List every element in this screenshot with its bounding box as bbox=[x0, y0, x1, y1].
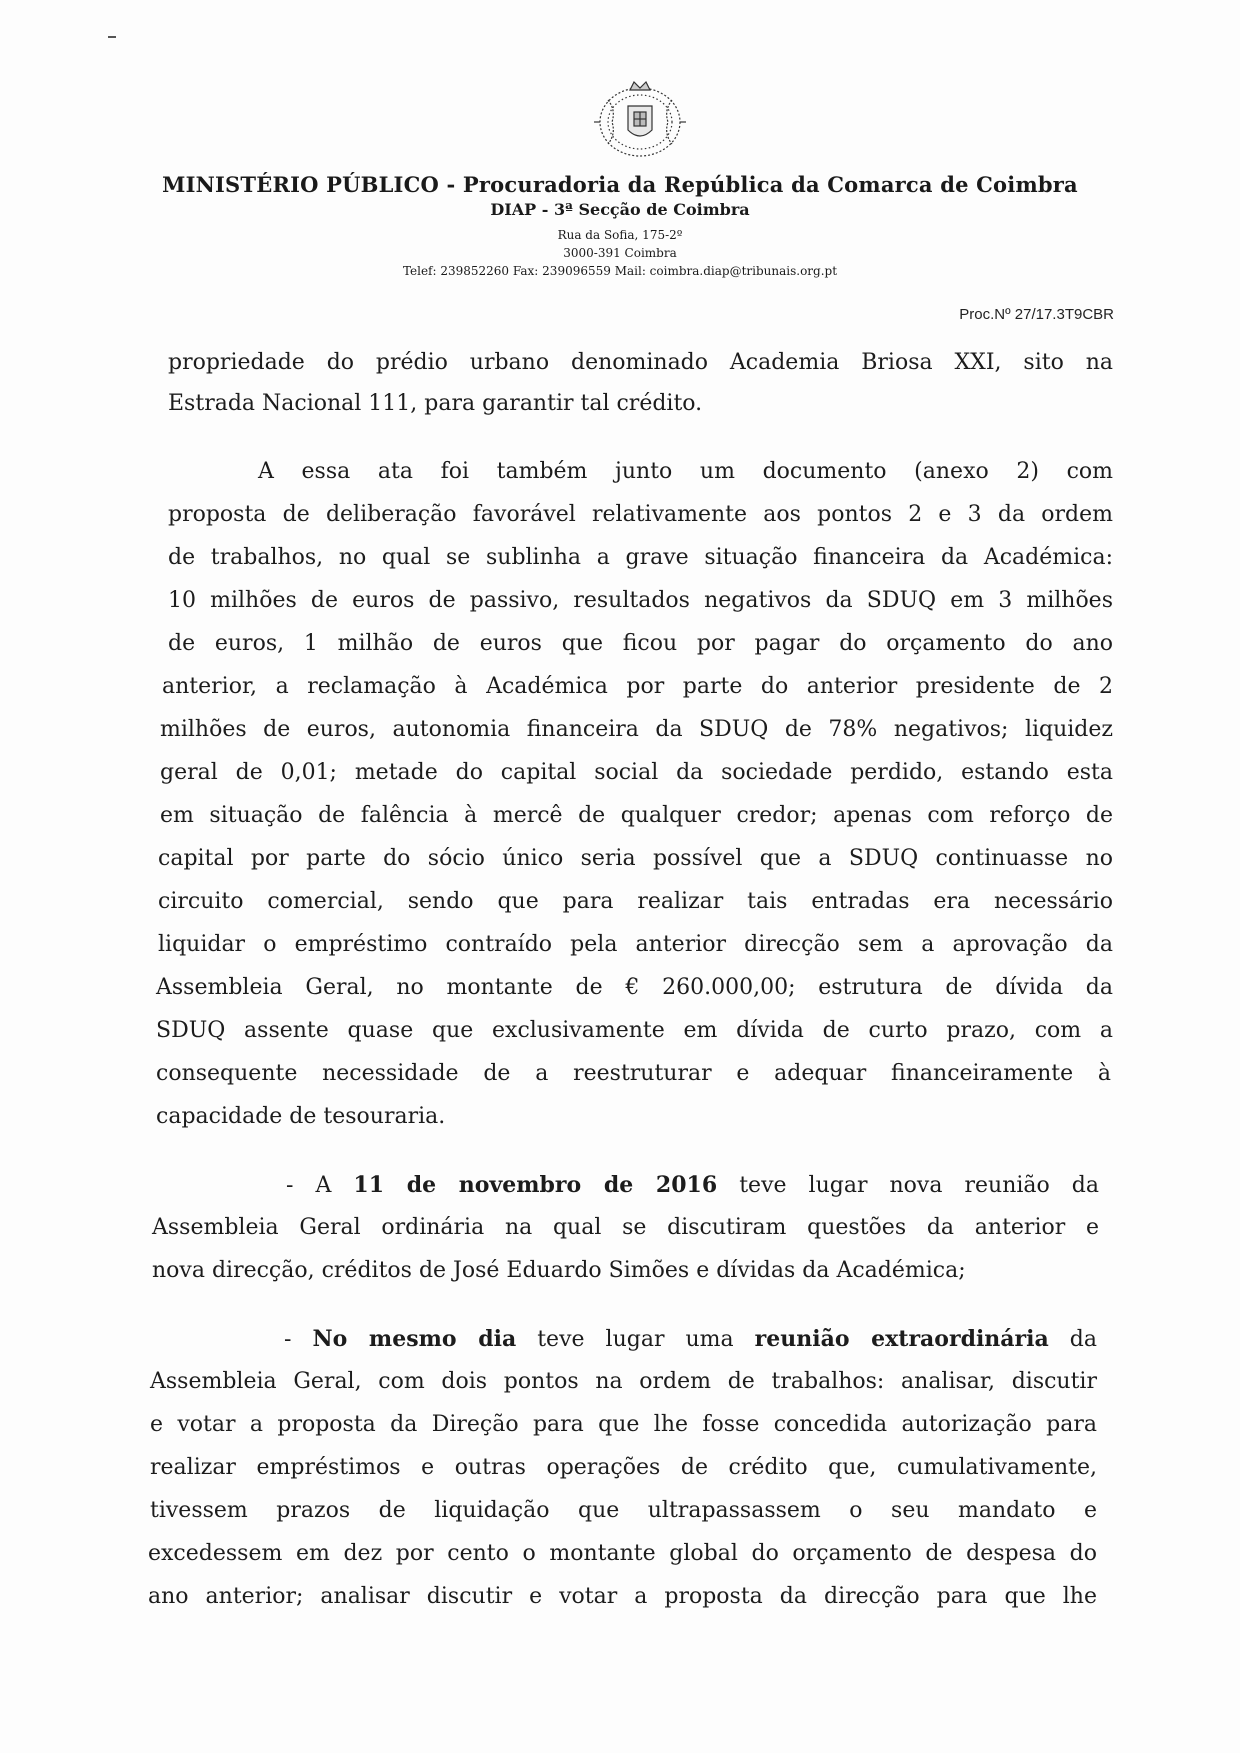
text-line: Estrada Nacional 111, para garantir tal crédito. bbox=[168, 391, 703, 416]
text-span: - A bbox=[286, 1173, 354, 1198]
text-span: teve lugar uma bbox=[516, 1327, 755, 1352]
address-postal: 3000-391 Coimbra bbox=[563, 246, 677, 260]
text-line: proposta de deliberação favorável relativamente aos pontos 2 e 3 da ordem bbox=[168, 502, 1113, 527]
text-line: Assembleia Geral, no montante de € 260.000,00; estrutura de dívida da bbox=[156, 975, 1113, 1000]
scan-mark bbox=[108, 36, 116, 38]
text-line: consequente necessidade de a reestruturar e adequar financeiramente à bbox=[156, 1061, 1111, 1086]
text-line: capacidade de tesouraria. bbox=[156, 1104, 446, 1129]
text-line: Assembleia Geral, com dois pontos na ordem de trabalhos: analisar, discutir bbox=[150, 1369, 1097, 1394]
department-subtitle: DIAP - 3ª Secção de Coimbra bbox=[490, 200, 750, 219]
text-line: anterior, a reclamação à Académica por parte do anterior presidente de 2 bbox=[162, 674, 1113, 699]
process-number: Proc.Nº 27/17.3T9CBR bbox=[959, 306, 1114, 323]
date-highlight: 11 de novembro de 2016 bbox=[353, 1172, 718, 1198]
text-span: da bbox=[1048, 1327, 1097, 1352]
text-line bbox=[284, 1328, 1097, 1351]
text-line: realizar empréstimos e outras operações de crédito que, cumulativamente, bbox=[150, 1455, 1097, 1480]
text-line: liquidar o empréstimo contraído pela anterior direcção sem a aprovação da bbox=[158, 932, 1113, 957]
text-line: Assembleia Geral ordinária na qual se discutiram questões da anterior e bbox=[152, 1215, 1099, 1240]
bold-phrase: No mesmo dia bbox=[312, 1326, 517, 1352]
text-line: ano anterior; analisar discutir e votar a proposta da direcção para que lhe bbox=[148, 1584, 1097, 1609]
text-line: capital por parte do sócio único seria possível que a SDUQ continuasse no bbox=[158, 846, 1113, 871]
text-span: - bbox=[284, 1327, 313, 1352]
contact-info: Telef: 239852260 Fax: 239096559 Mail: coimbra.diap@tribunais.org.pt bbox=[402, 264, 838, 278]
coat-of-arms-icon bbox=[590, 70, 690, 166]
text-line: A essa ata foi também junto um documento (anexo 2) com bbox=[258, 459, 1113, 484]
bold-phrase: reunião extraordinária bbox=[754, 1326, 1049, 1352]
text-line: circuito comercial, sendo que para realizar tais entradas era necessário bbox=[158, 889, 1113, 914]
text-line: de trabalhos, no qual se sublinha a grave situação financeira da Académica: bbox=[168, 545, 1113, 570]
text-line: excedessem em dez por cento o montante global do orçamento de despesa do bbox=[148, 1541, 1097, 1566]
text-line: nova direcção, créditos de José Eduardo Simões e dívidas da Académica; bbox=[152, 1258, 966, 1283]
text-line: de euros, 1 milhão de euros que ficou por pagar do orçamento do ano bbox=[168, 631, 1113, 656]
text-line: tivessem prazos de liquidação que ultrapassassem o seu mandato e bbox=[150, 1498, 1097, 1523]
text-line: em situação de falência à mercê de qualquer credor; apenas com reforço de bbox=[160, 803, 1113, 828]
text-line: e votar a proposta da Direção para que lhe fosse concedida autorização para bbox=[150, 1412, 1097, 1437]
text-line: SDUQ assente quase que exclusivamente em dívida de curto prazo, com a bbox=[156, 1018, 1113, 1043]
institution-title: MINISTÉRIO PÚBLICO - Procuradoria da República da Comarca de Coimbra bbox=[162, 172, 1078, 197]
text-line: 10 milhões de euros de passivo, resultados negativos da SDUQ em 3 milhões bbox=[168, 588, 1113, 613]
text-line bbox=[286, 1174, 1099, 1197]
text-span: teve lugar nova reunião da bbox=[717, 1173, 1099, 1198]
text-line: geral de 0,01; metade do capital social da sociedade perdido, estando esta bbox=[160, 760, 1113, 785]
text-line: milhões de euros, autonomia financeira da SDUQ de 78% negativos; liquidez bbox=[160, 717, 1113, 742]
address-street: Rua da Sofia, 175-2º bbox=[557, 228, 683, 242]
text-line: propriedade do prédio urbano denominado Academia Briosa XXI, sito na bbox=[168, 350, 1113, 375]
